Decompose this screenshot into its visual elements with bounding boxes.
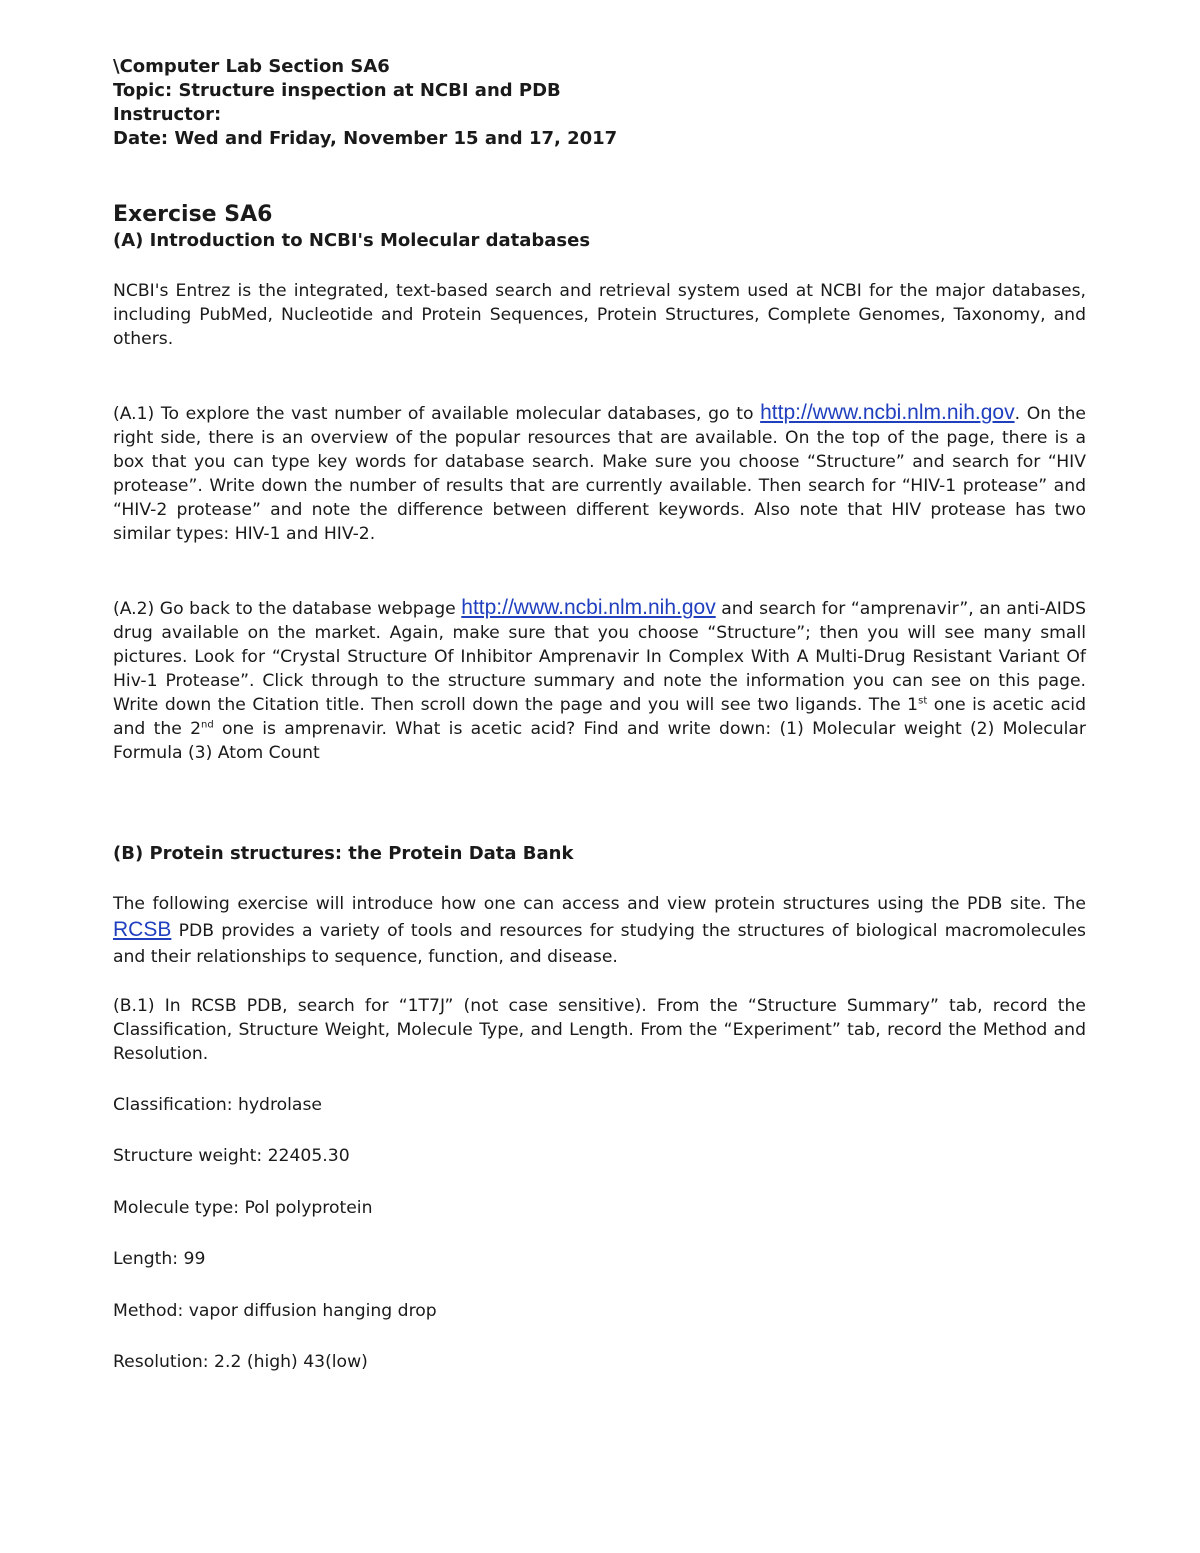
ncbi-link[interactable]: http://www.ncbi.nlm.nih.gov bbox=[760, 401, 1015, 424]
answer-structure-weight: Structure weight: 22405.30 bbox=[113, 1146, 350, 1166]
ordinal-nd: nd bbox=[201, 719, 214, 731]
section-b-intro-start: The following exercise will introduce how one can access and view protein structures using the PDB site. The bbox=[113, 894, 1086, 914]
section-b-title: (B) Protein structures: the Protein Data Bank bbox=[113, 843, 574, 864]
paragraph-a2-text-start: (A.2) Go back to the database webpage bbox=[113, 599, 462, 619]
rcsb-link[interactable]: RCSB bbox=[113, 918, 172, 941]
section-a-intro: NCBI's Entrez is the integrated, text-based search and retrieval system used at NCBI for the major databases, including PubMed, Nucleotide and Protein Sequences, Protein Structures, Complete Genomes, Taxonomy, and others. bbox=[113, 281, 1086, 349]
paragraph-a2-text-acetic: one is acetic acid and the 2 bbox=[113, 695, 1086, 739]
paragraph-a2-text-end: one is amprenavir. What is acetic acid? Find and write down: (1) Molecular weight (2) Molecular Formula (3) Atom Count bbox=[113, 719, 1086, 763]
exercise-title: Exercise SA6 bbox=[113, 202, 273, 227]
paragraph-a2 bbox=[113, 596, 1086, 765]
header-course-line: \Computer Lab Section SA6 bbox=[113, 56, 390, 77]
answer-list bbox=[113, 1093, 1086, 1374]
paragraph-a1-text-end: . On the right side, there is an overview of the popular resources that are available. On the top of the page, there is a box that you can type key words for database search. Make sure you choose “Structure” and search for “HIV protease”. Write down the number of results that are currently available. Then search for “HIV-1 protease” and “HIV-2 protease” and note the difference between different keywords. Also note that HIV protease has two similar types: HIV-1 and HIV-2. bbox=[113, 404, 1086, 544]
paragraph-b1: (B.1) In RCSB PDB, search for “1T7J” (not case sensitive). From the “Structure Summary” tab, record the Classification, Structure Weight, Molecule Type, and Length. From the “Experiment” tab, record the Method and Resolution. bbox=[113, 996, 1086, 1064]
answer-length: Length: 99 bbox=[113, 1249, 206, 1269]
answer-resolution: Resolution: 2.2 (high) 43(low) bbox=[113, 1352, 368, 1372]
header-topic-line: Topic: Structure inspection at NCBI and PDB bbox=[113, 80, 561, 101]
section-b-intro-end: PDB provides a variety of tools and resources for studying the structures of biological macromolecules and their relationships to sequence, function, and disease. bbox=[113, 921, 1086, 967]
ncbi-link-2[interactable]: http://www.ncbi.nlm.nih.gov bbox=[461, 596, 716, 619]
answer-molecule-type: Molecule type: Pol polyprotein bbox=[113, 1198, 373, 1218]
document-header bbox=[113, 55, 1086, 151]
section-a-title: (A) Introduction to NCBI's Molecular databases bbox=[113, 230, 591, 251]
document-page bbox=[113, 55, 1086, 1374]
answer-method: Method: vapor diffusion hanging drop bbox=[113, 1301, 437, 1321]
paragraph-a1 bbox=[113, 401, 1086, 546]
header-date-line: Date: Wed and Friday, November 15 and 17, 2017 bbox=[113, 128, 618, 149]
paragraph-a1-text-start: (A.1) To explore the vast number of available molecular databases, go to bbox=[113, 404, 761, 424]
paragraph-a2-text-middle: and search for “amprenavir”, an anti-AIDS drug available on the market. Again, make sure that you choose “Structure”; then you will see many small pictures. Look for “Crystal Structure Of Inhibitor Amprenavir In Complex With A Multi-Drug Resistant Variant Of Hiv-1 Protease”. Click through to the structure summary and note the information you can see on this page. Write down the Citation title. Then scroll down the page and you will see two ligands. The 1 bbox=[113, 599, 1086, 715]
section-b-intro bbox=[113, 891, 1086, 970]
answer-classification: Classification: hydrolase bbox=[113, 1095, 322, 1115]
ordinal-st: st bbox=[918, 695, 928, 707]
header-instructor-line: Instructor: bbox=[113, 104, 222, 125]
